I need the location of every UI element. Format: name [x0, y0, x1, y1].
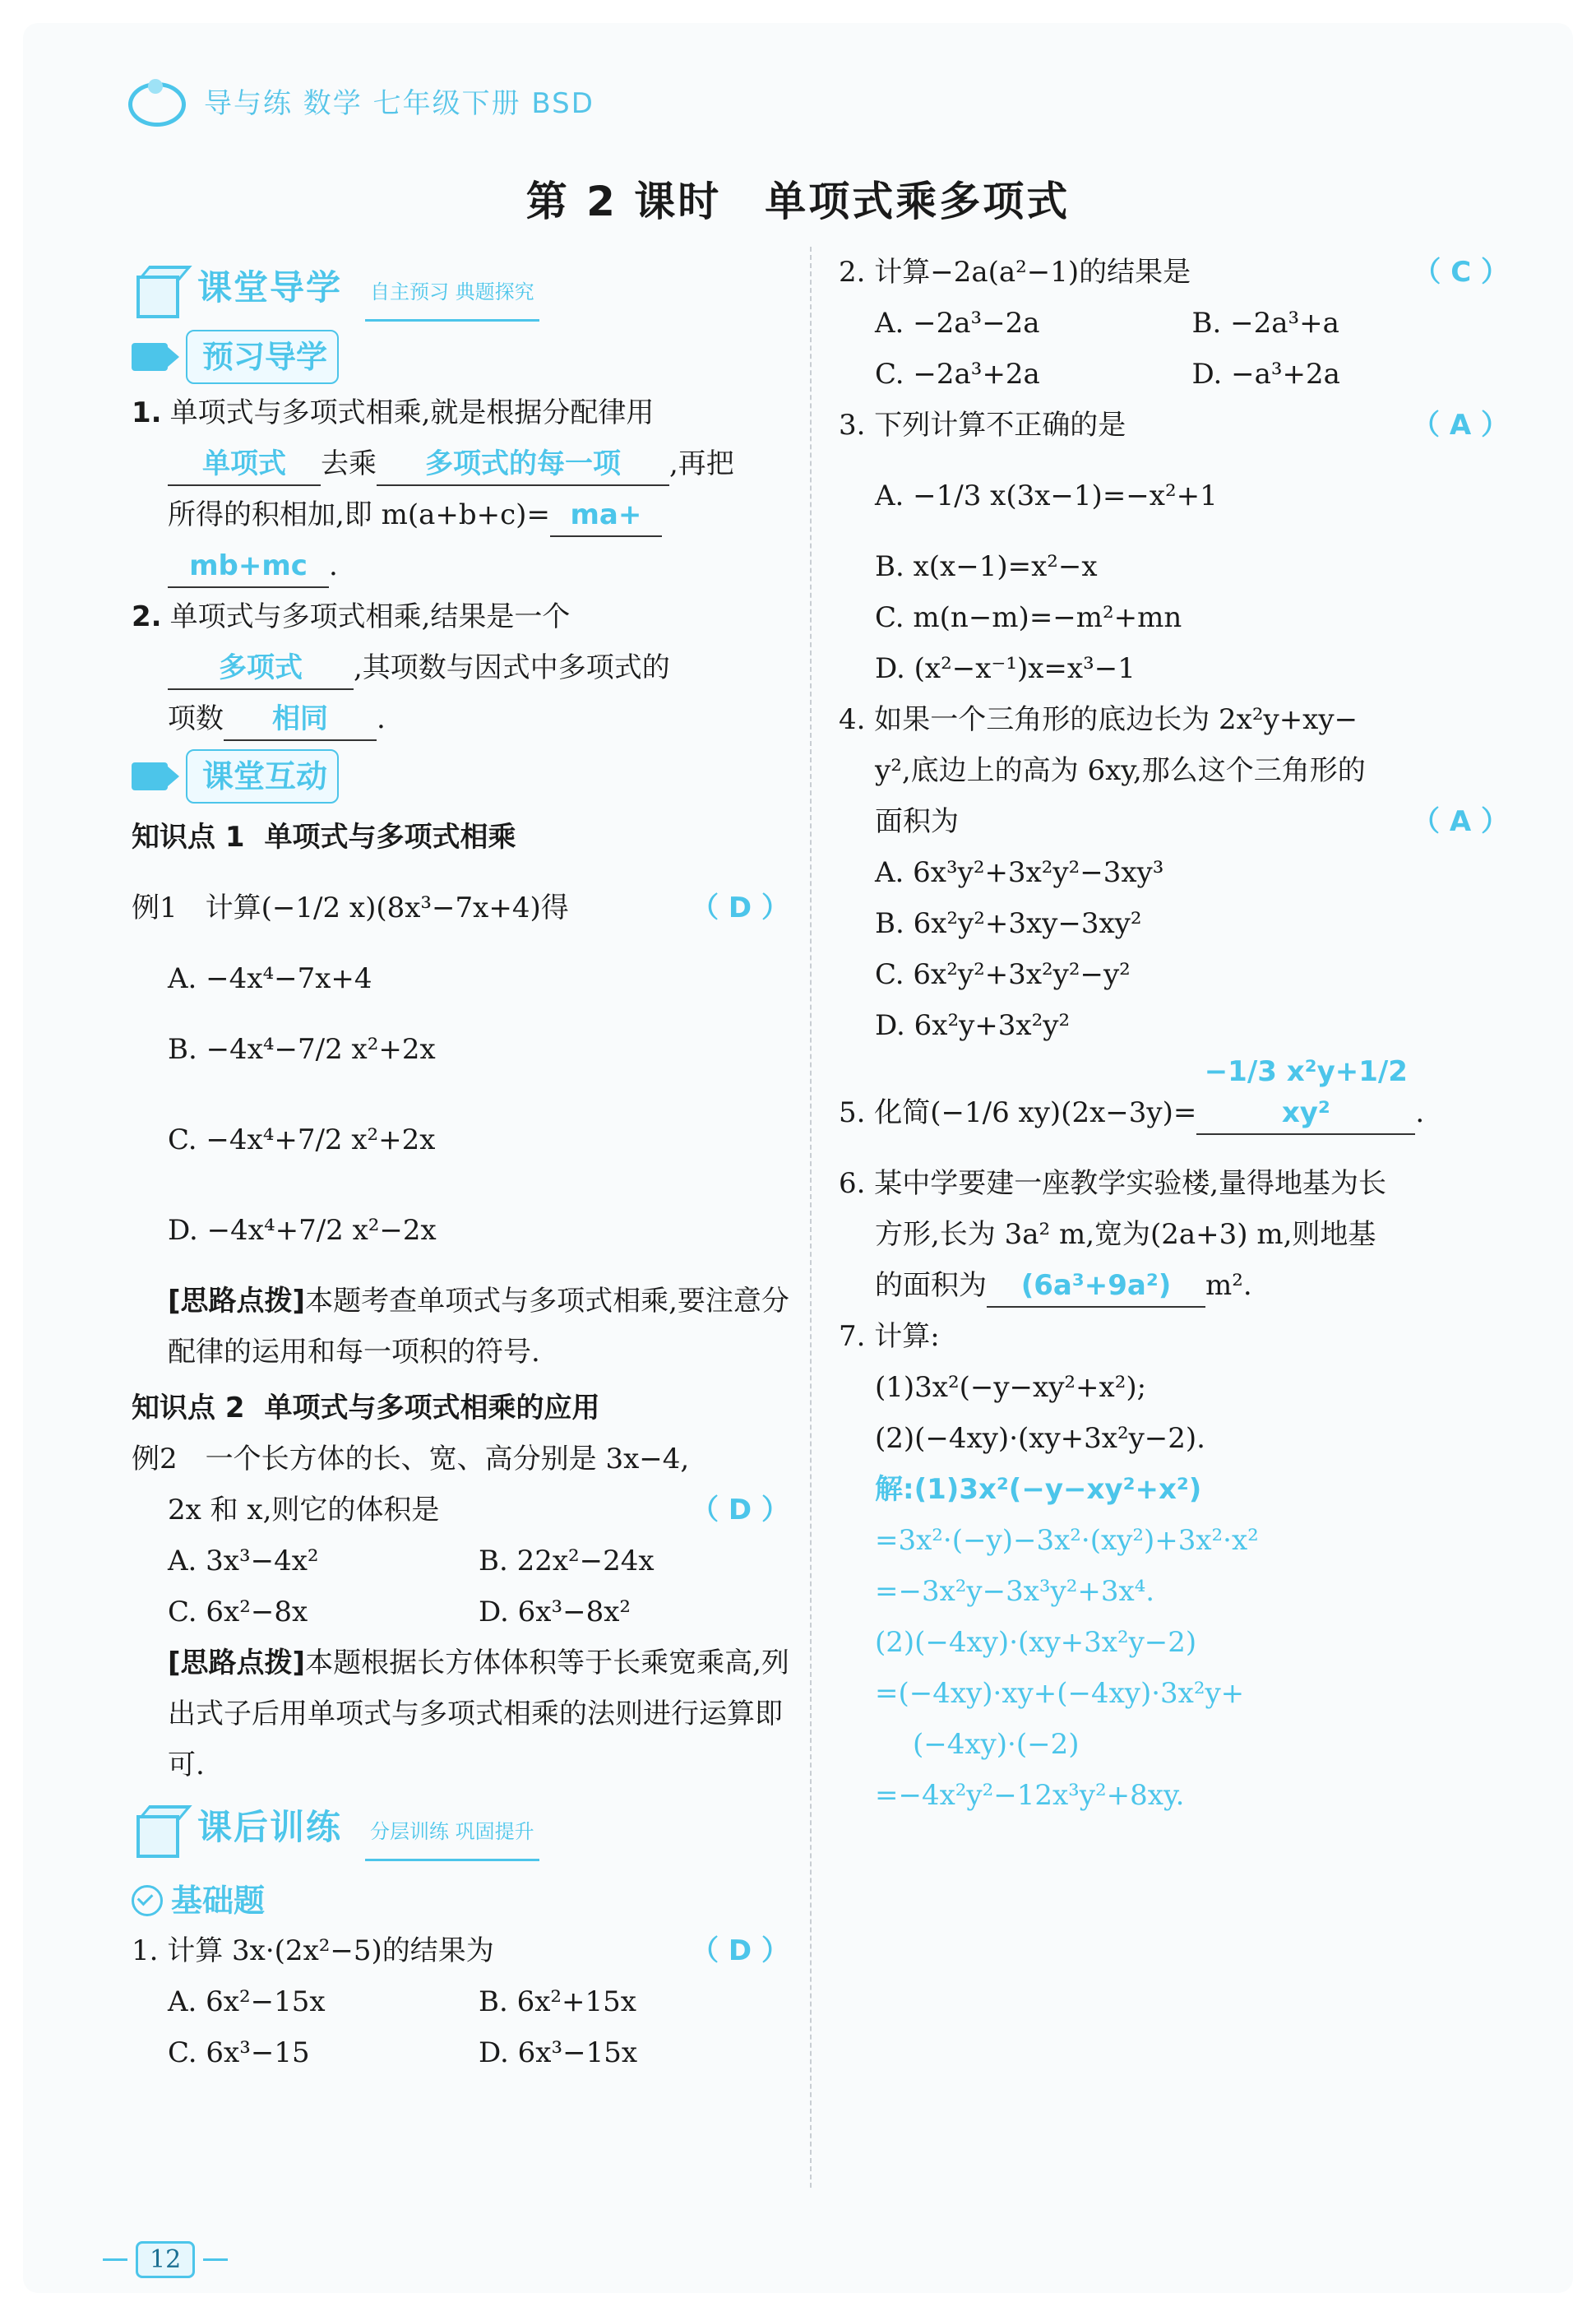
cube-icon: [132, 1800, 186, 1855]
option: A. 3x³−4x²: [168, 1545, 319, 1577]
blank-answer: 相同: [224, 698, 377, 741]
option: D. (x²−x⁻¹)x=x³−1: [875, 652, 1136, 685]
knowledge-point-1: 知识点 1 单项式与多项式相乘: [132, 821, 516, 854]
option: B. 22x²−24x: [479, 1545, 655, 1577]
option: C. 6x²−8x: [168, 1596, 308, 1628]
options-row: [132, 1976, 789, 2027]
series-title: 导与练 数学 七年级下册 BSD: [204, 86, 594, 120]
solution-line: =3x²·(−y)−3x²·(xy²)+3x²·x²: [875, 1524, 1259, 1557]
tag-label: 预习导学: [186, 330, 339, 384]
question-r4-line2: y²,底边上的高为 6xy,那么这个三角形的: [875, 754, 1366, 787]
question-1-line3: 所得的积相加,即 m(a+b+c)= ma+: [132, 489, 789, 540]
blank-answer: −1/3 x²y+1/2 xy²: [1196, 1051, 1415, 1135]
options-row: [132, 1536, 789, 1586]
option: B. −4x⁴−7/2 x²+2x: [168, 1033, 436, 1066]
question-r5: 5. 化简(−1/6 xy)(2x−3y)=−1/3 x²y+1/2 xy² .: [839, 1051, 1509, 1158]
option: D. −4x⁴+7/2 x²−2x: [168, 1214, 437, 1247]
tag-classroom: [132, 754, 339, 799]
cube-icon: [132, 261, 186, 315]
option: B. −2a³+a: [1191, 307, 1339, 340]
arrow-tag-icon: [132, 343, 168, 371]
answer-mark: （ D ）: [691, 1494, 789, 1526]
option: A. −2a³−2a: [875, 307, 1040, 340]
section-subtitle: 分层训练 巩固提升: [365, 1806, 539, 1861]
answer-mark: （ D ）: [691, 892, 789, 924]
tag-preview: [132, 335, 339, 379]
tag-label: 课堂互动: [186, 749, 339, 804]
blank-answer: 多项式: [168, 647, 354, 690]
option: D. 6x³−15x: [479, 2036, 638, 2069]
section-classroom-guide: [132, 251, 789, 325]
question-1: 1. 单项式与多项式相乘,就是根据分配律用: [132, 396, 655, 429]
option: B. 6x²y²+3xy−3xy²: [875, 907, 1142, 940]
answer-mark: （ C ）: [1413, 256, 1509, 289]
right-column: [839, 247, 1509, 1821]
solution-line: (2)(−4xy)·(xy+3x²y−2): [875, 1626, 1197, 1659]
question-r4-line3: 面积为 （ A ）: [839, 796, 1509, 847]
section-subtitle: 自主预习 典题探究: [365, 266, 539, 322]
blank-answer: 多项式的每一项: [377, 443, 669, 486]
option: C. −2a³+2a: [875, 358, 1040, 391]
page-header: [123, 76, 594, 125]
page-number: 12: [103, 2241, 228, 2278]
section-after-class: [132, 1790, 789, 1864]
question-2-line3: 项数 相同 .: [132, 693, 789, 744]
options-row: [839, 298, 1509, 349]
question-r6: 6. 某中学要建一座教学实验楼,量得地基为长: [839, 1167, 1387, 1200]
example-1: 例1 计算(−1/2 x)(8x³−7x+4)得 （ D ）: [132, 863, 789, 953]
blank-answer: ma+: [550, 494, 662, 537]
knowledge-point-2: 知识点 2 单项式与多项式相乘的应用: [132, 1392, 600, 1424]
column-divider: [810, 247, 812, 2188]
question-r2: 2. 计算−2a(a²−1)的结果是 （ C ）: [839, 247, 1509, 298]
solution-line: =(−4xy)·xy+(−4xy)·3x²y+: [875, 1677, 1245, 1710]
solution-line: =−3x²y−3x³y²+3x⁴.: [875, 1575, 1155, 1608]
option: D. 6x³−8x²: [479, 1596, 631, 1628]
solution: [839, 1464, 1509, 1821]
option: B. 6x²+15x: [479, 1985, 636, 2018]
option: C. 6x³−15: [168, 2036, 310, 2069]
answer-mark: （ D ）: [691, 1934, 789, 1967]
question-r6-line3: 的面积为 (6a³+9a²) m².: [839, 1260, 1509, 1311]
question-r3: 3. 下列计算不正确的是 （ A ）: [839, 400, 1509, 451]
option: D. 6x²y+3x²y²: [875, 1009, 1071, 1042]
question-2: 2. 单项式与多项式相乘,结果是一个: [132, 600, 571, 633]
check-icon: [132, 1885, 163, 1916]
section-title: 课后训练: [197, 1807, 343, 1847]
question-1-line4: mb+mc .: [132, 540, 789, 591]
blank-answer: mb+mc: [168, 545, 329, 588]
question-2-line2: 多项式 ,其项数与因式中多项式的: [132, 642, 789, 693]
question-r6-line2: 方形,长为 3a² m,宽为(2a+3) m,则地基: [875, 1218, 1376, 1251]
option: A. 6x³y²+3x²y²−3xy³: [875, 856, 1164, 889]
question-r7: 7. 计算:: [839, 1320, 940, 1353]
solution-line: 解:(1)3x²(−y−xy²+x²): [875, 1473, 1202, 1506]
options-row: [132, 2027, 789, 2078]
option: B. x(x−1)=x²−x: [875, 550, 1098, 583]
question-r7-part2: (2)(−4xy)·(xy+3x²y−2).: [875, 1422, 1205, 1455]
lesson-title: 第 2 课时 单项式乘多项式: [525, 178, 1071, 225]
option: C. m(n−m)=−m²+mn: [875, 601, 1182, 634]
logo-icon: [123, 74, 189, 127]
answer-mark: （ A ）: [1412, 805, 1509, 838]
option: D. −a³+2a: [1191, 358, 1340, 391]
option: A. −4x⁴−7x+4: [168, 962, 372, 995]
arrow-tag-icon: [132, 762, 168, 790]
basic-questions-tag: 基础题: [132, 1876, 789, 1925]
section-title: 课堂导学: [197, 267, 343, 308]
solution-line: =−4x²y²−12x³y²+8xy.: [875, 1779, 1185, 1812]
solution-line: (−4xy)·(−2): [913, 1728, 1080, 1761]
question-r7-part1: (1)3x²(−y−xy²+x²);: [875, 1371, 1147, 1404]
left-column: [132, 251, 789, 2078]
example-2-line2: 2x 和 x,则它的体积是 （ D ）: [132, 1485, 789, 1536]
basic-question-1: 1. 计算 3x·(2x²−5)的结果为 （ D ）: [132, 1925, 789, 1976]
question-1-line2: 单项式 去乘 多项式的每一项 ,再把: [132, 438, 789, 489]
question-r4: 4. 如果一个三角形的底边长为 2x²y+xy−: [839, 703, 1358, 736]
hint-1: [思路点拨]本题考查单项式与多项式相乘,要注意分配律的运用和每一项积的符号.: [168, 1285, 789, 1369]
option: A. 6x²−15x: [168, 1985, 326, 2018]
options-row: [132, 1586, 789, 1637]
option: C. −4x⁴+7/2 x²+2x: [168, 1123, 436, 1156]
option: A. −1/3 x(3x−1)=−x²+1: [875, 479, 1218, 512]
blank-answer: (6a³+9a²): [987, 1265, 1205, 1308]
blank-answer: 单项式: [168, 443, 321, 486]
option: C. 6x²y²+3x²y²−y²: [875, 958, 1131, 991]
options-row: [839, 349, 1509, 400]
hint-2: [思路点拨]本题根据长方体体积等于长乘宽乘高,列出式子后用单项式与多项式相乘的法则进行运算即可.: [168, 1647, 789, 1781]
example-2: 例2 一个长方体的长、宽、高分别是 3x−4,: [132, 1443, 690, 1475]
answer-mark: （ A ）: [1412, 409, 1509, 442]
